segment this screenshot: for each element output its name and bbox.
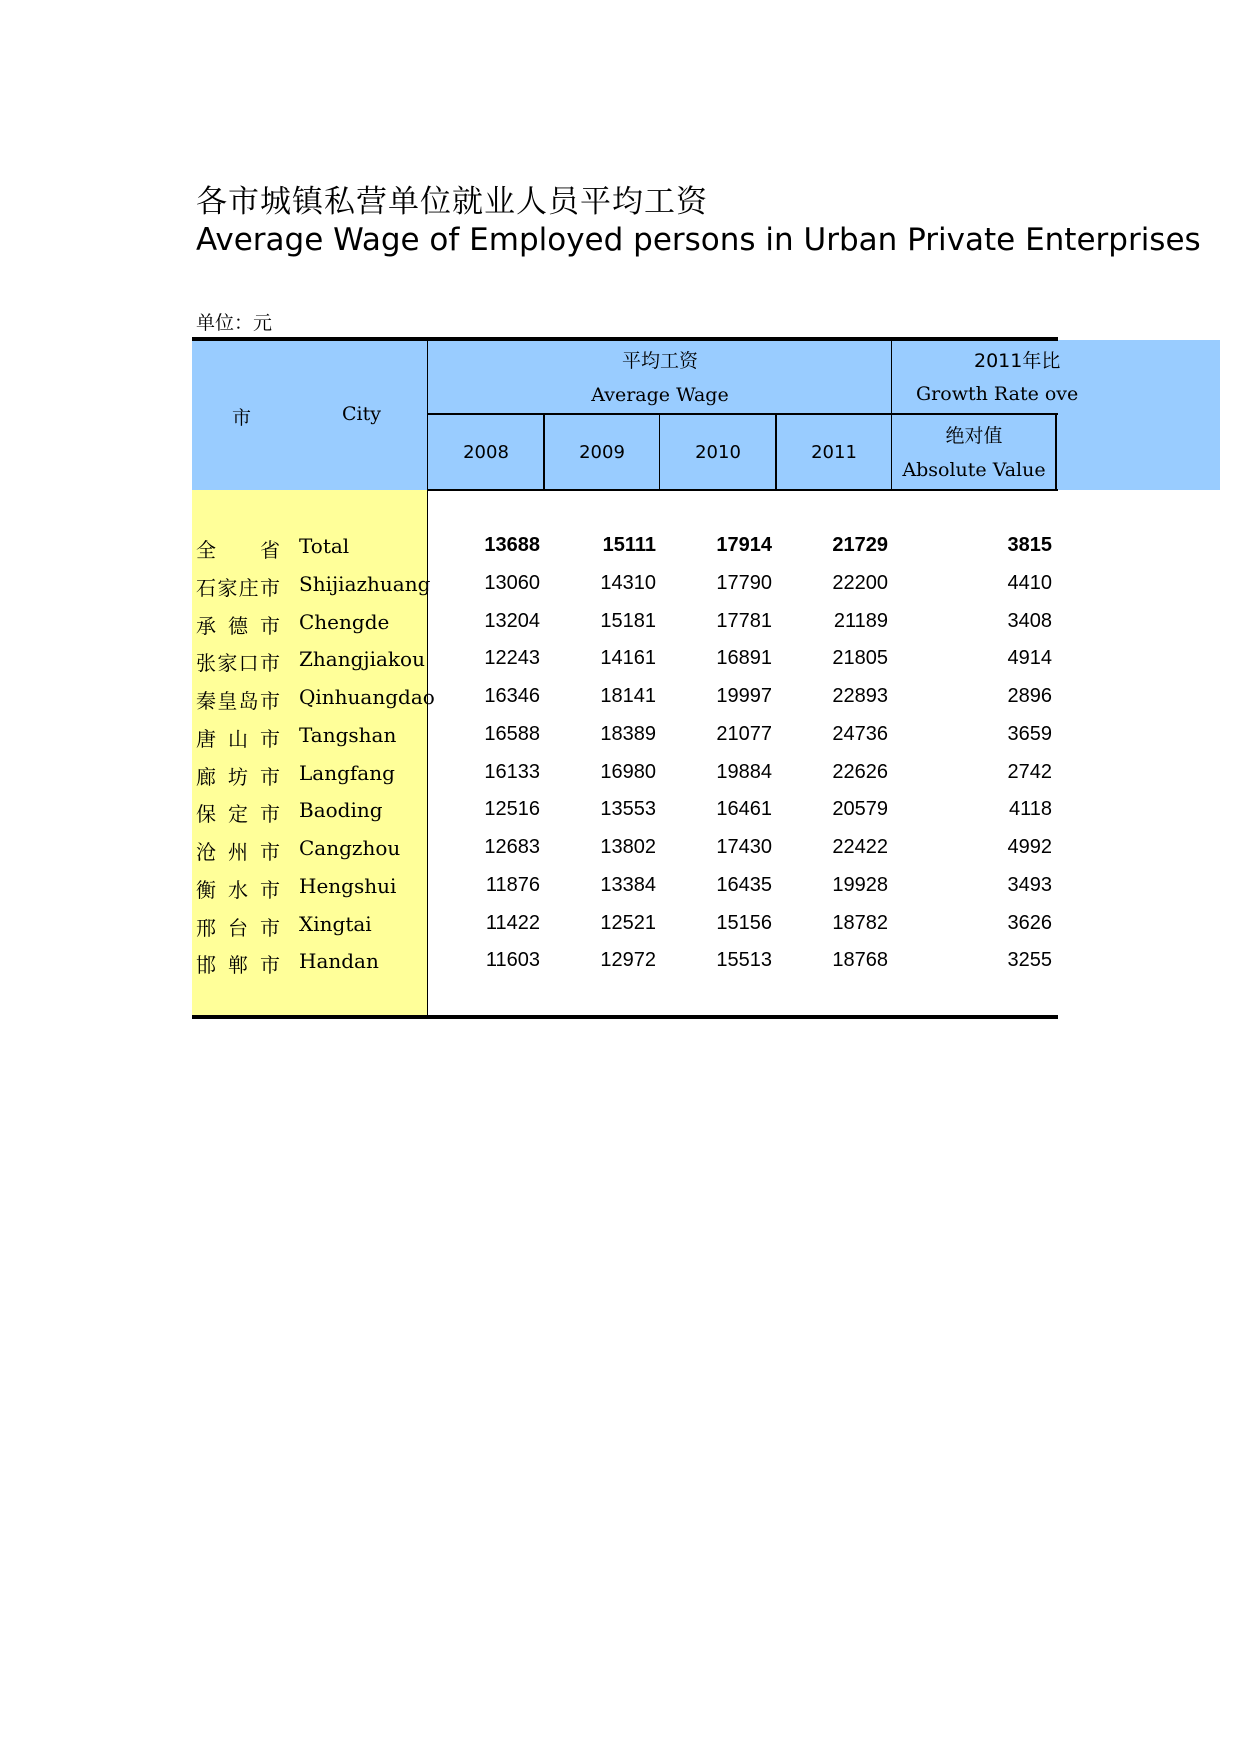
cell-v2009: 18141 [600,685,656,707]
cell-v2008: 12243 [484,647,540,670]
cell-v2008: 13060 [484,571,540,594]
cell-v2011: 22200 [832,571,888,594]
cell-v2009: 13553 [600,798,656,821]
cell-v2011: 22626 [832,760,888,783]
header-year-2010: 2010 [695,442,741,463]
city-name-en: Handan [299,949,379,974]
cell-v2010: 15513 [716,949,772,972]
cell-abs: 3408 [1007,609,1052,632]
city-name-cn: 衡水市 [196,877,280,902]
header-absolute-cn: 绝对值 [945,425,1003,447]
unit-label: 单位：元 [196,312,273,334]
cell-v2011: 22893 [832,685,888,707]
cell-v2011: 24736 [832,722,888,745]
table-top-rule [192,337,1058,341]
city-name-en: Baoding [299,798,383,823]
city-name-en: Chengde [299,609,390,634]
city-name-en: Qinhuangdao [299,685,435,709]
cell-v2009: 15181 [600,609,656,632]
city-name-cn: 全 省 [196,538,280,562]
table-row [0,949,1240,987]
cell-v2010: 17914 [716,534,772,556]
city-name-en: Xingtai [299,911,372,936]
cell-v2010: 19884 [716,760,772,783]
cell-v2008: 11876 [485,873,540,896]
header-growth-cn: 2011年比 [974,350,1061,372]
cell-abs: 4118 [1008,798,1052,821]
cell-abs: 4410 [1007,571,1052,594]
city-name-en: Tangshan [299,722,397,747]
header-sub-rule [428,413,1058,415]
cell-v2010: 17790 [716,571,772,594]
cell-v2008: 11422 [485,911,540,934]
cell-v2011: 19928 [832,873,888,896]
cell-v2009: 12521 [600,911,656,934]
cell-v2011: 21729 [832,534,888,556]
table-row [0,534,1240,572]
cell-v2008: 16588 [484,722,540,745]
table-row [0,874,1240,912]
cell-v2009: 16980 [600,760,656,783]
cell-v2010: 19997 [716,685,772,707]
city-name-en: Zhangjiakou [299,647,425,672]
cell-v2010: 17781 [716,609,772,632]
table-row [0,723,1240,761]
cell-v2008: 16346 [484,685,540,707]
cell-v2010: 17430 [716,836,772,858]
header-year-2009: 2009 [579,442,625,463]
city-name-en: Hengshui [299,873,397,898]
city-name-en: Shijiazhuang [299,571,431,596]
cell-v2010: 16461 [716,798,772,821]
table-row [0,610,1240,648]
header-avg-wage-cn: 平均工资 [621,350,698,372]
cell-abs: 3255 [1007,949,1052,972]
cell-v2011: 21805 [832,647,888,670]
table-row [0,761,1240,799]
cell-v2008: 12516 [484,798,540,821]
cell-v2008: 11603 [485,949,540,972]
cell-v2009: 18389 [600,722,656,745]
header-absolute-en: Absolute Value [902,459,1046,481]
city-name-cn: 唐山市 [196,726,280,751]
city-name-en: Total [299,534,350,558]
city-name-cn: 秦皇岛市 [196,689,280,713]
table-row [0,572,1240,610]
city-name-cn: 保定市 [196,802,280,827]
header-year-2011: 2011 [811,442,857,463]
cell-abs: 3659 [1007,722,1052,745]
cell-v2010: 16891 [716,647,772,670]
cell-v2009: 14310 [600,571,656,594]
header-bottom-rule [428,489,1058,491]
cell-v2008: 16133 [484,760,540,783]
city-name-cn: 沧州市 [196,840,280,864]
city-name-cn: 邯郸市 [196,953,280,978]
header-avg-wage-en: Average Wage [591,384,729,406]
city-name-cn: 承德市 [196,613,280,638]
cell-abs: 4992 [1007,836,1052,858]
table-row [0,912,1240,950]
cell-v2010: 16435 [716,873,772,896]
table-row [0,836,1240,874]
cell-v2009: 13802 [600,836,656,858]
cell-abs: 3815 [1007,534,1052,556]
page-title-cn: 各市城镇私营单位就业人员平均工资 [196,184,708,220]
cell-v2011: 18782 [832,911,888,934]
cell-v2009: 13384 [600,873,656,896]
city-name-cn: 邢台市 [196,915,280,940]
cell-v2011: 21189 [833,609,888,632]
cell-v2009: 12972 [600,949,656,972]
cell-abs: 4914 [1007,647,1052,670]
header-year-2008: 2008 [463,442,509,463]
cell-v2009: 15111 [602,534,656,556]
cell-abs: 3626 [1007,911,1052,934]
cell-v2008: 13204 [484,609,540,632]
cell-v2011: 18768 [832,949,888,972]
cell-abs: 3493 [1007,873,1052,896]
cell-v2008: 12683 [484,836,540,858]
cell-abs: 2742 [1007,760,1052,783]
cell-v2008: 13688 [484,534,540,556]
city-name-cn: 张家口市 [196,651,280,676]
city-name-cn: 石家庄市 [196,575,280,600]
table-row [0,647,1240,685]
cell-v2011: 20579 [832,798,888,821]
cell-abs: 2896 [1007,685,1052,707]
city-name-en: Langfang [299,760,395,785]
page-title-en: Average Wage of Employed persons in Urban Private Enterprises [196,222,1201,258]
city-name-en: Cangzhou [299,836,401,860]
cell-v2010: 21077 [716,722,772,745]
table-bottom-rule [192,1015,1058,1019]
header-city-cn: 市 [232,407,252,429]
header-city-en: City [342,403,381,425]
table-row [0,685,1240,723]
table-row [0,798,1240,836]
cell-v2010: 15156 [716,911,772,934]
city-name-cn: 廊坊市 [196,764,280,789]
cell-v2011: 22422 [832,836,888,858]
header-growth-en: Growth Rate ove [916,383,1079,405]
cell-v2009: 14161 [600,647,656,670]
